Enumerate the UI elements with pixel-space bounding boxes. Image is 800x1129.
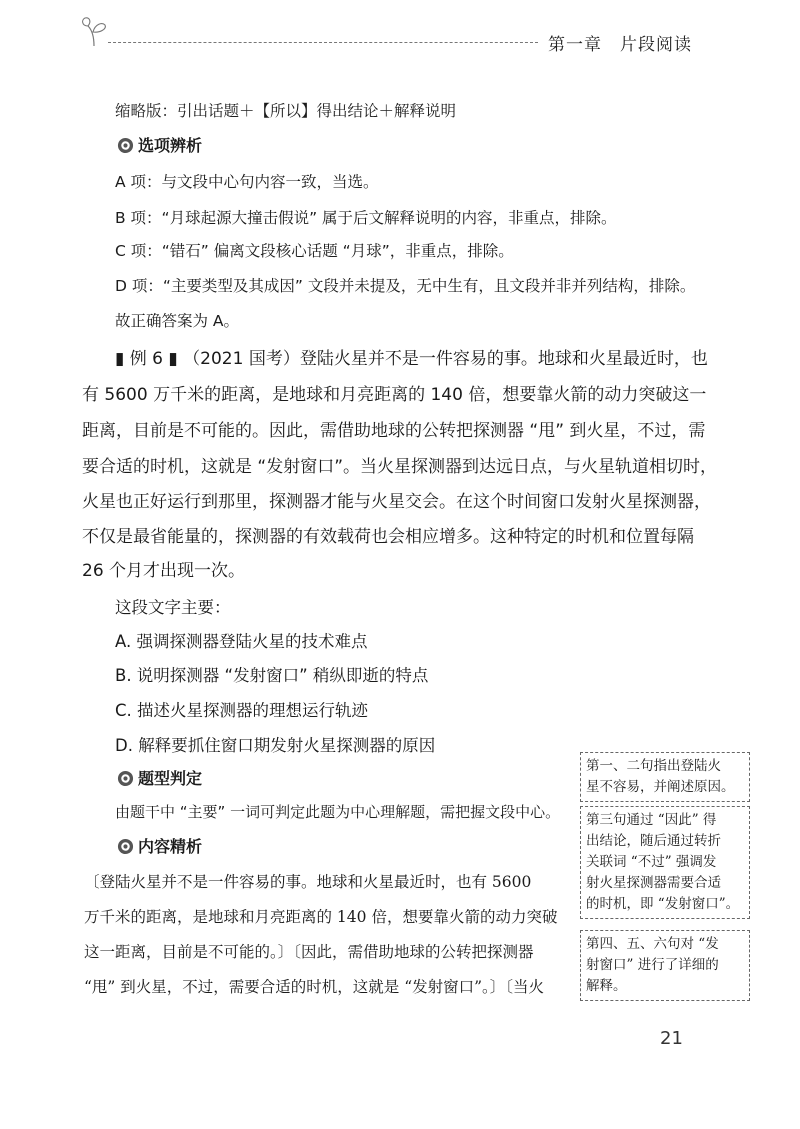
example-text-line: 要合适的时机，这就是 “发射窗口”。当火星探测器到达远日点，与火星轨道相切时，: [82, 457, 718, 477]
section-option-analysis: [117, 133, 202, 156]
header-divider: [108, 42, 538, 43]
option-a: A. 强调探测器登陆火星的技术难点: [115, 632, 368, 651]
option-analysis-line: A 项：与文段中心句内容一致，当选。: [115, 173, 379, 191]
example-badge: ▮ 例 6 ▮: [115, 349, 178, 369]
analysis-line: 万千米的距离，是地球和月亮距离的 140 倍，想要靠火箭的动力突破: [84, 908, 558, 926]
chapter-title: 第一章 片段阅读: [548, 35, 692, 55]
option-d: D. 解释要抓住窗口期发射火星探测器的原因: [115, 736, 436, 755]
option-analysis-line: B 项：“月球起源大撞击假说” 属于后文解释说明的内容，非重点，排除。: [115, 209, 617, 227]
note-line: 星不容易，并阐述原因。: [586, 779, 735, 795]
gear-badge-icon: [117, 137, 134, 154]
note-line: 射火星探测器需要合适: [586, 875, 721, 891]
question-type-text: 由题干中 “主要” 一词可判定此题为中心理解题，需把握文段中心。: [115, 803, 561, 821]
note-line: 第四、五、六句对 “发: [586, 936, 719, 952]
margin-note: [580, 806, 750, 919]
example-text-line: 有 5600 万千米的距离，是地球和月亮距离的 140 倍，想要靠火箭的动力突破这一: [82, 385, 707, 405]
note-line: 出结论，随后通过转折: [586, 833, 721, 849]
note-line: 解释。: [586, 978, 627, 994]
note-line: 射窗口” 进行了详细的: [586, 957, 719, 973]
example-first-line: [115, 344, 708, 369]
option-c: C. 描述火星探测器的理想运行轨迹: [115, 701, 369, 720]
margin-note: [580, 930, 750, 1001]
example-text-line: 26 个月才出现一次。: [82, 561, 246, 581]
section-title: 题型判定: [138, 769, 203, 788]
page-number: 21: [660, 1028, 683, 1049]
question-stem: 这段文字主要：: [115, 598, 231, 617]
note-line: 的时机，即 “发射窗口”。: [586, 896, 740, 912]
section-content-analysis: [117, 834, 202, 857]
example-text-line: （2021 国考）登陆火星并不是一件容易的事。地球和火星最近时，也: [183, 349, 708, 369]
section-title: 选项辨析: [138, 136, 203, 155]
section-title: 内容精析: [138, 837, 203, 856]
section-question-type: [117, 766, 202, 789]
analysis-line: 这一距离，目前是不可能的。〕〔因此，需借助地球的公转把探测器: [84, 943, 534, 961]
note-line: 第一、二句指出登陆火: [586, 758, 721, 774]
example-text-line: 不仅是最省能量的，探测器的有效载荷也会相应增多。这种特定的时机和位置每隔: [82, 527, 694, 547]
option-analysis-line: D 项：“主要类型及其成因” 文段并未提及，无中生有，且文段并非并列结构，排除。: [115, 277, 696, 295]
option-b: B. 说明探测器 “发射窗口” 稍纵即逝的特点: [115, 666, 429, 685]
example-text-line: 火星也正好运行到那里，探测器才能与火星交会。在这个时间窗口发射火星探测器，: [82, 492, 711, 512]
gear-badge-icon: [117, 770, 134, 787]
analysis-line: “甩” 到火星，不过，需要合适的时机，这就是 “发射窗口”。〕〔当火: [84, 978, 545, 996]
example-text-line: 距离，目前是不可能的。因此，需借助地球的公转把探测器 “甩” 到火星，不过，需: [82, 421, 706, 441]
note-line: 第三句通过 “因此” 得: [586, 812, 717, 828]
answer-line: 故正确答案为 A。: [115, 312, 240, 330]
analysis-line: 〔登陆火星并不是一件容易的事。地球和火星最近时，也有 5600: [84, 873, 532, 891]
leaf-logo-icon: [80, 14, 108, 48]
gear-badge-icon: [117, 838, 134, 855]
margin-note: [580, 752, 750, 802]
note-line: 关联词 “不过” 强调发: [586, 854, 717, 870]
summary-line: 缩略版：引出话题＋【所以】得出结论＋解释说明: [115, 102, 457, 120]
option-analysis-line: C 项：“错石” 偏离文段核心话题 “月球”，非重点，排除。: [115, 242, 514, 260]
